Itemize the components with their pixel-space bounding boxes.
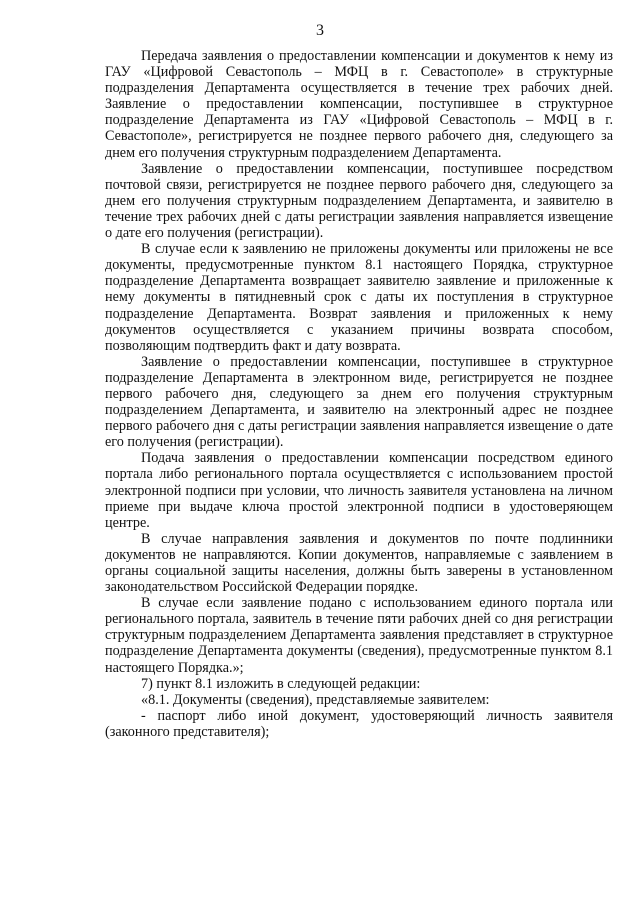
paragraph-transfer-from-mfc: Передача заявления о предоставлении компенсации и документов к нему из ГАУ «Цифровой Севастополь – МФЦ в г. Севастополе» в структурные подразделения Департамента осуществляется в течение трех рабочих дней. Заявление о предоставлении компенсации, поступившее в структурное подразделение Департамента из ГАУ «Цифровой Севастополь – МФЦ в г. Севастополе», регистрируется не позднее первого рабочего дня, следующего за днем его получения структурным подразделением Департамента. bbox=[105, 48, 613, 161]
paragraph-amendment-item-7: 7) пункт 8.1 изложить в следующей редакции: bbox=[141, 675, 421, 692]
paragraph-portal-submission: Подача заявления о предоставлении компенсации посредством единого портала либо регионального портала осуществляется с использованием простой электронной подписи при условии, что личность заявителя установлена на личном приеме при выдаче ключа простой электронной подписи в удостоверяющем центре. bbox=[105, 450, 613, 531]
paragraph-mail-copies: В случае направления заявления и документов по почте подлинники документов не направляются. Копии документов, направляемые с заявлением в органы социальной защиты населения, должны быть заверены в установленном законодательством Российской Федерации порядке. bbox=[105, 530, 613, 596]
paragraph-electronic-submission: Заявление о предоставлении компенсации, поступившее в структурное подразделение Департамента в электронном виде, регистрируется не позднее первого рабочего дня, следующего за днем его получения структурным подразделением Департамента, и заявителю на электронный адрес не позднее первого рабочего дня с даты регистрации заявления направляется извещение о дате его получения (регистрации). bbox=[105, 353, 613, 451]
paragraph-postal-submission: Заявление о предоставлении компенсации, поступившее посредством почтовой связи, регистрируется не позднее первого рабочего дня, следующего за днем его получения структурным подразделением Департамента, и заявителю в течение трех рабочих дней с даты регистрации заявления направляется извещение о дате его получения (регистрации). bbox=[105, 160, 613, 242]
paragraph-passport-item: - паспорт либо иной документ, удостоверяющий личность заявителя (законного представителя); bbox=[105, 707, 613, 740]
page-number: 3 bbox=[316, 22, 324, 39]
document-body bbox=[105, 48, 613, 740]
paragraph-portal-documents: В случае если заявление подано с использованием единого портала или регионального портала, заявитель в течение пяти рабочих дней со дня регистрации структурным подразделением Департамента заявления представляет в структурное подразделение Департамента документы (сведения), предусмотренные пунктом 8.1 настоящего Порядка.»; bbox=[105, 595, 613, 676]
paragraph-clause-8-1: «8.1. Документы (сведения), представляемые заявителем: bbox=[141, 691, 490, 708]
paragraph-missing-documents: В случае если к заявлению не приложены документы или приложены не все документы, предусмотренные пунктом 8.1 настоящего Порядка, структурное подразделение Департамента возвращает заявителю заявление и приложенные к нему документы в пятидневный срок с даты их поступления в структурное подразделение Департамента. Возврат заявления и приложенных к нему документов осуществляется с указанием причины возврата способом, позволяющим подтвердить факт и дату возврата. bbox=[105, 241, 613, 354]
